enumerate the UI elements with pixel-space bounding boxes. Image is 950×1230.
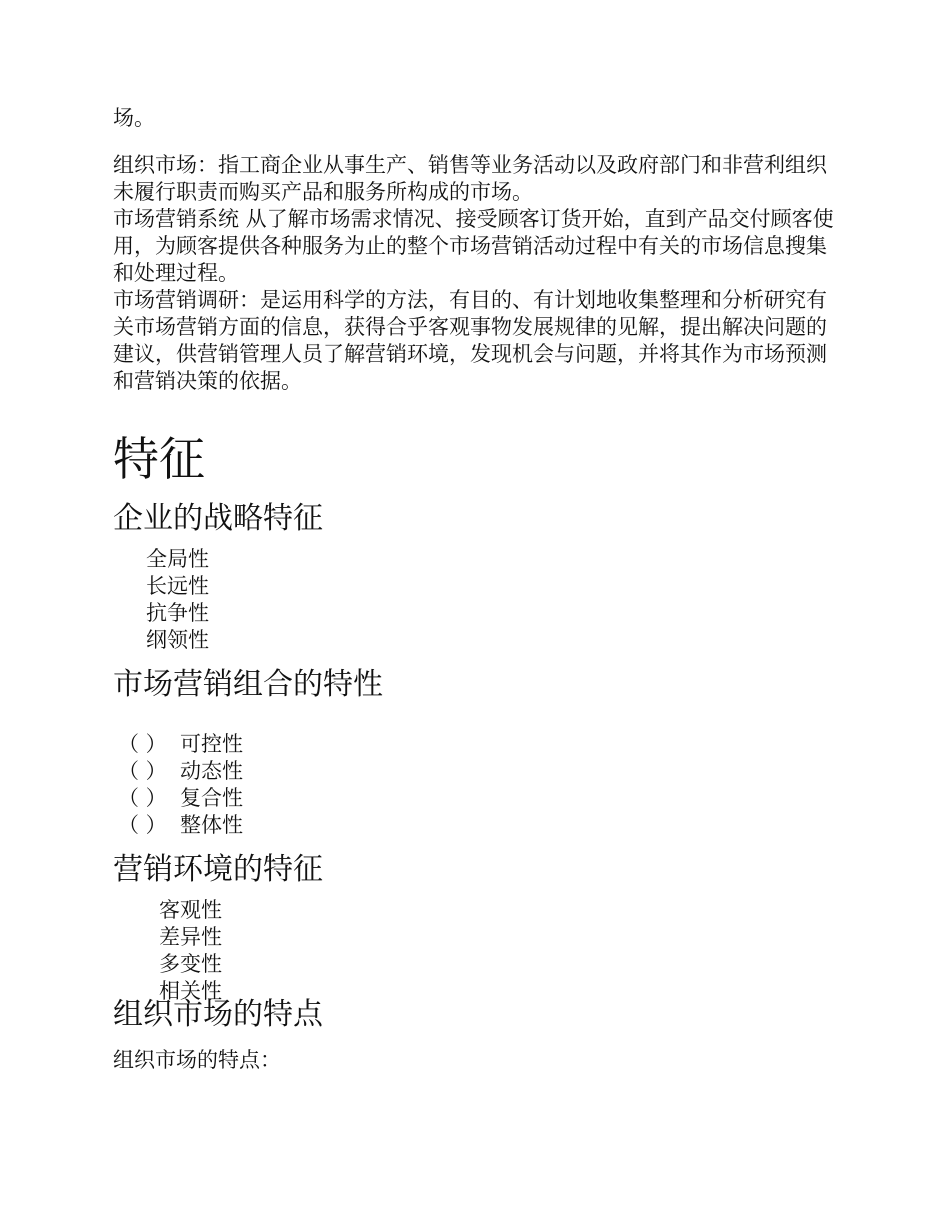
org-market-lead: 组织市场的特点：	[113, 1048, 281, 1072]
list-item-text: 复合性	[180, 786, 243, 810]
section-title: 特征	[113, 432, 205, 486]
list-marker: （ ）	[118, 732, 167, 756]
list-item: 抗争性	[146, 601, 209, 625]
list-marker: （ ）	[118, 786, 167, 810]
list-item: 多变性	[159, 952, 222, 976]
paragraph-org-market: 组织市场：指工商企业从事生产、销售等业务活动以及政府部门和非营利组织未履行职责而购买产品和服务所构成的市场。	[113, 153, 827, 204]
paragraph-marketing-system: 市场营销系统 从了解市场需求情况、接受顾客订货开始，直到产品交付顾客使用，为顾客提供各种服务为止的整个市场营销活动过程中有关的市场信息搜集和处理过程。	[113, 207, 834, 285]
list-item	[118, 758, 843, 785]
paragraph-marketing-research: 市场营销调研：是运用科学的方法，有目的、有计划地收集整理和分析研究有关市场营销方面的信息，获得合乎客观事物发展规律的见解，提出解决问题的建议，供营销管理人员了解营销环境，发现机会与问题，并将其作为市场预测和营销决策的依据。	[113, 288, 827, 393]
list-item: 纲领性	[146, 628, 209, 652]
list-item-text: 整体性	[180, 813, 243, 837]
marketing-mix-list	[118, 731, 843, 839]
heading-org-market: 组织市场的特点	[113, 997, 323, 1032]
list-item	[118, 812, 843, 839]
list-item: 相关性	[159, 979, 222, 1003]
list-item-text: 可控性	[180, 732, 243, 756]
list-item	[118, 731, 843, 758]
list-marker: （ ）	[118, 813, 167, 837]
list-item: 客观性	[159, 898, 222, 922]
definitions	[113, 152, 838, 395]
heading-marketing-mix: 市场营销组合的特性	[113, 667, 383, 702]
list-item-text: 动态性	[180, 759, 243, 783]
strategy-list	[146, 546, 871, 654]
list-item	[118, 785, 843, 812]
list-marker: （ ）	[118, 759, 167, 783]
heading-environment: 营销环境的特征	[113, 852, 323, 887]
list-item: 差异性	[159, 925, 222, 949]
environment-list	[159, 897, 884, 1005]
heading-strategy: 企业的战略特征	[113, 501, 323, 536]
list-item: 全局性	[146, 547, 209, 571]
list-item: 长远性	[146, 574, 209, 598]
carryover-text: 场。	[113, 106, 155, 130]
